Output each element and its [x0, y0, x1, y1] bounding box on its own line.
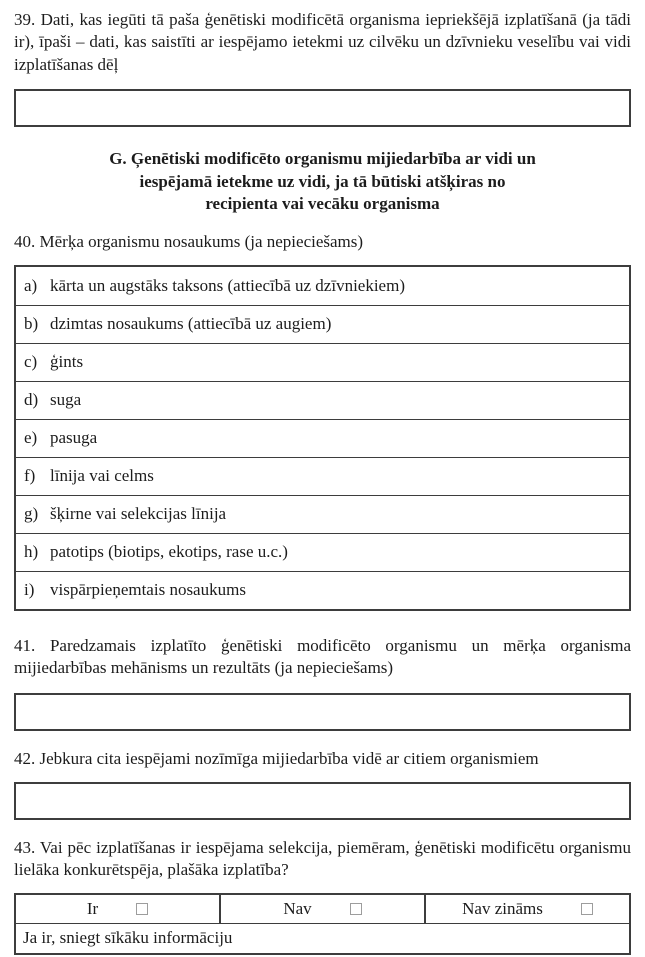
section-g-heading-line-2: iespējamā ietekme uz vidi, ja tā būtiski atšķiras no	[139, 171, 506, 191]
taxon-row-d	[16, 381, 629, 419]
option-cell-nav	[221, 895, 426, 923]
row-value-input[interactable]	[97, 420, 629, 457]
question-40-table	[14, 265, 631, 611]
row-label: suga	[50, 390, 82, 410]
row-letter: a)	[24, 275, 38, 295]
row-letter: h)	[24, 542, 39, 562]
row-letter: g)	[24, 504, 39, 524]
question-41-label: 41. Paredzamais izplatīto ģenētiski modificēto organismu un mērķa organisma mijiedarbības mehānisms un rezultāts (ja nepieciešams)	[14, 635, 631, 678]
question-41-answer-box[interactable]	[14, 693, 631, 731]
row-value-input[interactable]	[81, 382, 629, 419]
option-ir-label: Ir	[86, 898, 99, 918]
option-nav-label: Nav	[283, 898, 312, 918]
row-letter: d)	[24, 390, 39, 410]
question-43-label: 43. Vai pēc izplatīšanas ir iespējama selekcija, piemēram, ģenētiski modificētu organismu lielāka konkurētspēja, plašāka izplatība?	[14, 838, 631, 880]
taxon-row-b	[16, 305, 629, 343]
row-label: ģints	[50, 352, 84, 372]
taxon-row-h	[16, 533, 629, 571]
row-label: līnija vai celms	[50, 466, 154, 486]
taxon-row-c	[16, 343, 629, 381]
row-value-input[interactable]	[405, 267, 629, 305]
section-g-heading	[14, 148, 631, 215]
row-label: kārta un augstāks taksons (attiecībā uz dzīvniekiem)	[50, 275, 405, 295]
taxon-row-e	[16, 419, 629, 457]
row-value-input[interactable]	[226, 496, 629, 533]
row-value-input[interactable]	[246, 572, 629, 609]
row-letter: b)	[24, 314, 39, 334]
taxon-row-g	[16, 495, 629, 533]
detail-row[interactable]	[16, 923, 629, 953]
question-39-label: 39. Dati, kas iegūti tā paša ģenētiski modificētā organisma iepriekšējā izplatīšanā (ja tādi ir), īpaši – dati, kas saistīti ar iespējamo ietekmi uz cilvēku un dzīvnieku veselību vai vidi izplatīšanas dēļ	[14, 10, 631, 74]
section-g-heading-line-1: G. Ģenētiski modificēto organismu mijiedarbība ar vidi un	[109, 149, 536, 169]
row-label: pasuga	[50, 428, 98, 448]
row-value-input[interactable]	[288, 534, 629, 571]
question-42-answer-box[interactable]	[14, 782, 631, 820]
options-header-row	[16, 895, 629, 923]
row-letter: i)	[24, 580, 35, 600]
question-40-label: 40. Mērķa organismu nosaukums (ja nepieciešams)	[14, 232, 364, 252]
option-cell-nav-zinams	[426, 895, 629, 923]
taxon-row-i	[16, 571, 629, 609]
taxon-row-f	[16, 457, 629, 495]
row-letter: e)	[24, 428, 38, 448]
question-39-answer-box[interactable]	[14, 89, 631, 127]
row-label: dzimtas nosaukums (attiecībā uz augiem)	[50, 314, 332, 334]
row-value-input[interactable]	[83, 344, 629, 381]
option-cell-ir	[16, 895, 221, 923]
row-label: vispārpieņemtais nosaukums	[50, 580, 246, 600]
nav-zinams-checkbox-icon[interactable]	[581, 903, 593, 915]
row-label: patotips (biotips, ekotips, rase u.c.)	[50, 542, 288, 562]
section-g-heading-line-3: recipienta vai vecāku organisma	[205, 194, 440, 214]
detail-row-label: Ja ir, sniegt sīkāku informāciju	[23, 928, 233, 948]
row-value-input[interactable]	[154, 458, 629, 495]
question-43-options-table	[14, 893, 631, 955]
question-42-label: 42. Jebkura cita iespējami nozīmīga mijiedarbība vidē ar citiem organismiem	[14, 748, 539, 768]
option-nav-zinams-label: Nav zināms	[462, 898, 543, 918]
row-value-input[interactable]	[331, 306, 629, 343]
row-letter: f)	[24, 466, 36, 486]
ir-checkbox-icon[interactable]	[136, 903, 148, 915]
row-letter: c)	[24, 352, 38, 372]
nav-checkbox-icon[interactable]	[350, 903, 362, 915]
taxon-row-a	[16, 267, 629, 305]
row-label: šķirne vai selekcijas līnija	[50, 504, 227, 524]
